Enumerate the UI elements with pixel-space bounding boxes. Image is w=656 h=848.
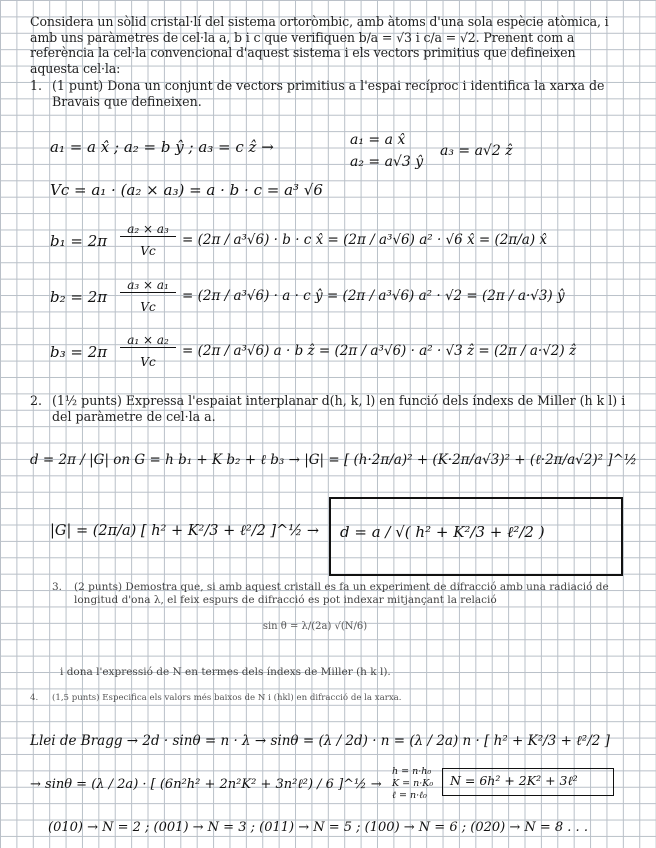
question-text: (1 punt) Dona un conjunt de vectors primitius a l'espai recíproc i identifica la xarxa de Bravais que defineixen.: [52, 78, 605, 109]
hw-b3-den: Vc: [140, 355, 156, 369]
hw-a2: a₂ = a√3 ŷ: [350, 154, 424, 170]
question-text: (2 punts) Demostra que, si amb aquest cristall es fa un experiment de difracció amb una radiació de longitud d'ona λ, el feix espurs de difracció es pot indexar mitjançant la relació: [74, 581, 609, 607]
hw-b1-rest: = (2π / a³√6) · b · c x̂ = (2π / a³√6) a² · √6 x̂ = (2π/a) x̂: [182, 232, 548, 248]
hw-b2-label: b₂ = 2π: [50, 288, 108, 306]
hw-k-n: K = n·K₀: [392, 778, 434, 789]
hw-bragg-law: Llei de Bragg → 2d · sinθ = n · λ → sinθ = (λ / 2d) · n = (λ / 2a) n · [ h² + K²/3 + ℓ²/2 ]: [30, 733, 610, 749]
hw-b2-rest: = (2π / a³√6) · a · c ŷ = (2π / a³√6) a² · √2 = (2π / a·√3) ŷ: [182, 288, 565, 304]
hw-sin-theta: → sinθ = (λ / 2a) · [ (6n²h² + 2n²K² + 3n²ℓ²) / 6 ]^½ →: [30, 777, 382, 792]
q3-tail: i dona l'expressió de N en termes dels índexs de Miller (h k l).: [60, 666, 391, 678]
question-text: (1½ punts) Expressa l'espaiat interplanar d(h, k, l) en funció dels índexs de Miller (h k l) i del paràmetre de cel·la a.: [52, 393, 626, 424]
hw-h-n: h = n·h₀: [392, 766, 432, 777]
question-2: [30, 393, 628, 424]
hw-b3-label: b₃ = 2π: [50, 343, 108, 361]
question-3: [52, 581, 612, 607]
hw-b1-label: b₁ = 2π: [50, 232, 108, 250]
hw-b2-num: a₃ × a₁: [120, 278, 176, 293]
hw-N-answer: N = 6h² + 2K² + 3ℓ²: [450, 773, 578, 788]
hw-b3-rest: = (2π / a³√6) a · b ẑ = (2π / a³√6) · a² · √3 ẑ = (2π / a·√2) ẑ: [182, 343, 577, 359]
hw-b1-den: Vc: [140, 244, 156, 258]
question-1: [30, 78, 628, 109]
problem-statement: Considera un sòlid cristal·lí del sistema ortoròmbic, amb àtoms d'una sola espècie atòmica, i amb uns paràmetres de cel·la a, b i c que verifiquen b/a = √3 i c/a = √2. Prenent com a referència la cel·la convencional d'aquest sistema i els vectors primitius que defineixen aquesta cel·la:: [30, 14, 609, 77]
hw-a3: a₃ = a√2 ẑ: [440, 143, 513, 159]
hw-N-values: (010) → N = 2 ; (001) → N = 3 ; (011) → N = 5 ; (100) → N = 6 ; (020) → N = 8 . . .: [48, 820, 588, 835]
question-text: (1,5 punts) Especifica els valors més baixos de N i (hkl) en difracció de la xarxa.: [52, 693, 402, 703]
question-number: 4.: [30, 693, 39, 703]
question-number: 3.: [52, 581, 63, 593]
hw-d-expression: d = 2π / |G| on G = h b₁ + K b₂ + ℓ b₃ → |G| = [ (h·2π/a)² + (K·2π/a√3)² + (ℓ·2π/a√2)² ]^½: [30, 452, 637, 468]
hw-primitive-vectors: a₁ = a x̂ ; a₂ = b ŷ ; a₃ = c ẑ →: [50, 138, 274, 156]
hw-b3-num: a₁ × a₂: [120, 333, 176, 348]
hw-a1: a₁ = a x̂: [350, 132, 406, 148]
question-number: 1.: [30, 78, 43, 93]
hw-d-answer: d = a / √( h² + K²/3 + ℓ²/2 ): [340, 523, 545, 541]
question-number: 2.: [30, 393, 43, 408]
hw-G-modulus: |G| = (2π/a) [ h² + K²/3 + ℓ²/2 ]^½ →: [50, 523, 320, 539]
hw-l-n: ℓ = n·ℓ₀: [392, 790, 427, 801]
hw-b1-num: a₂ × a₃: [120, 222, 176, 237]
hw-cell-volume: Vc = a₁ · (a₂ × a₃) = a · b · c = a³ √6: [50, 181, 323, 199]
hw-b2-den: Vc: [140, 300, 156, 314]
question-4: [30, 693, 620, 704]
q3-relation: sin θ = λ/(2a) √(N/6): [262, 621, 368, 632]
